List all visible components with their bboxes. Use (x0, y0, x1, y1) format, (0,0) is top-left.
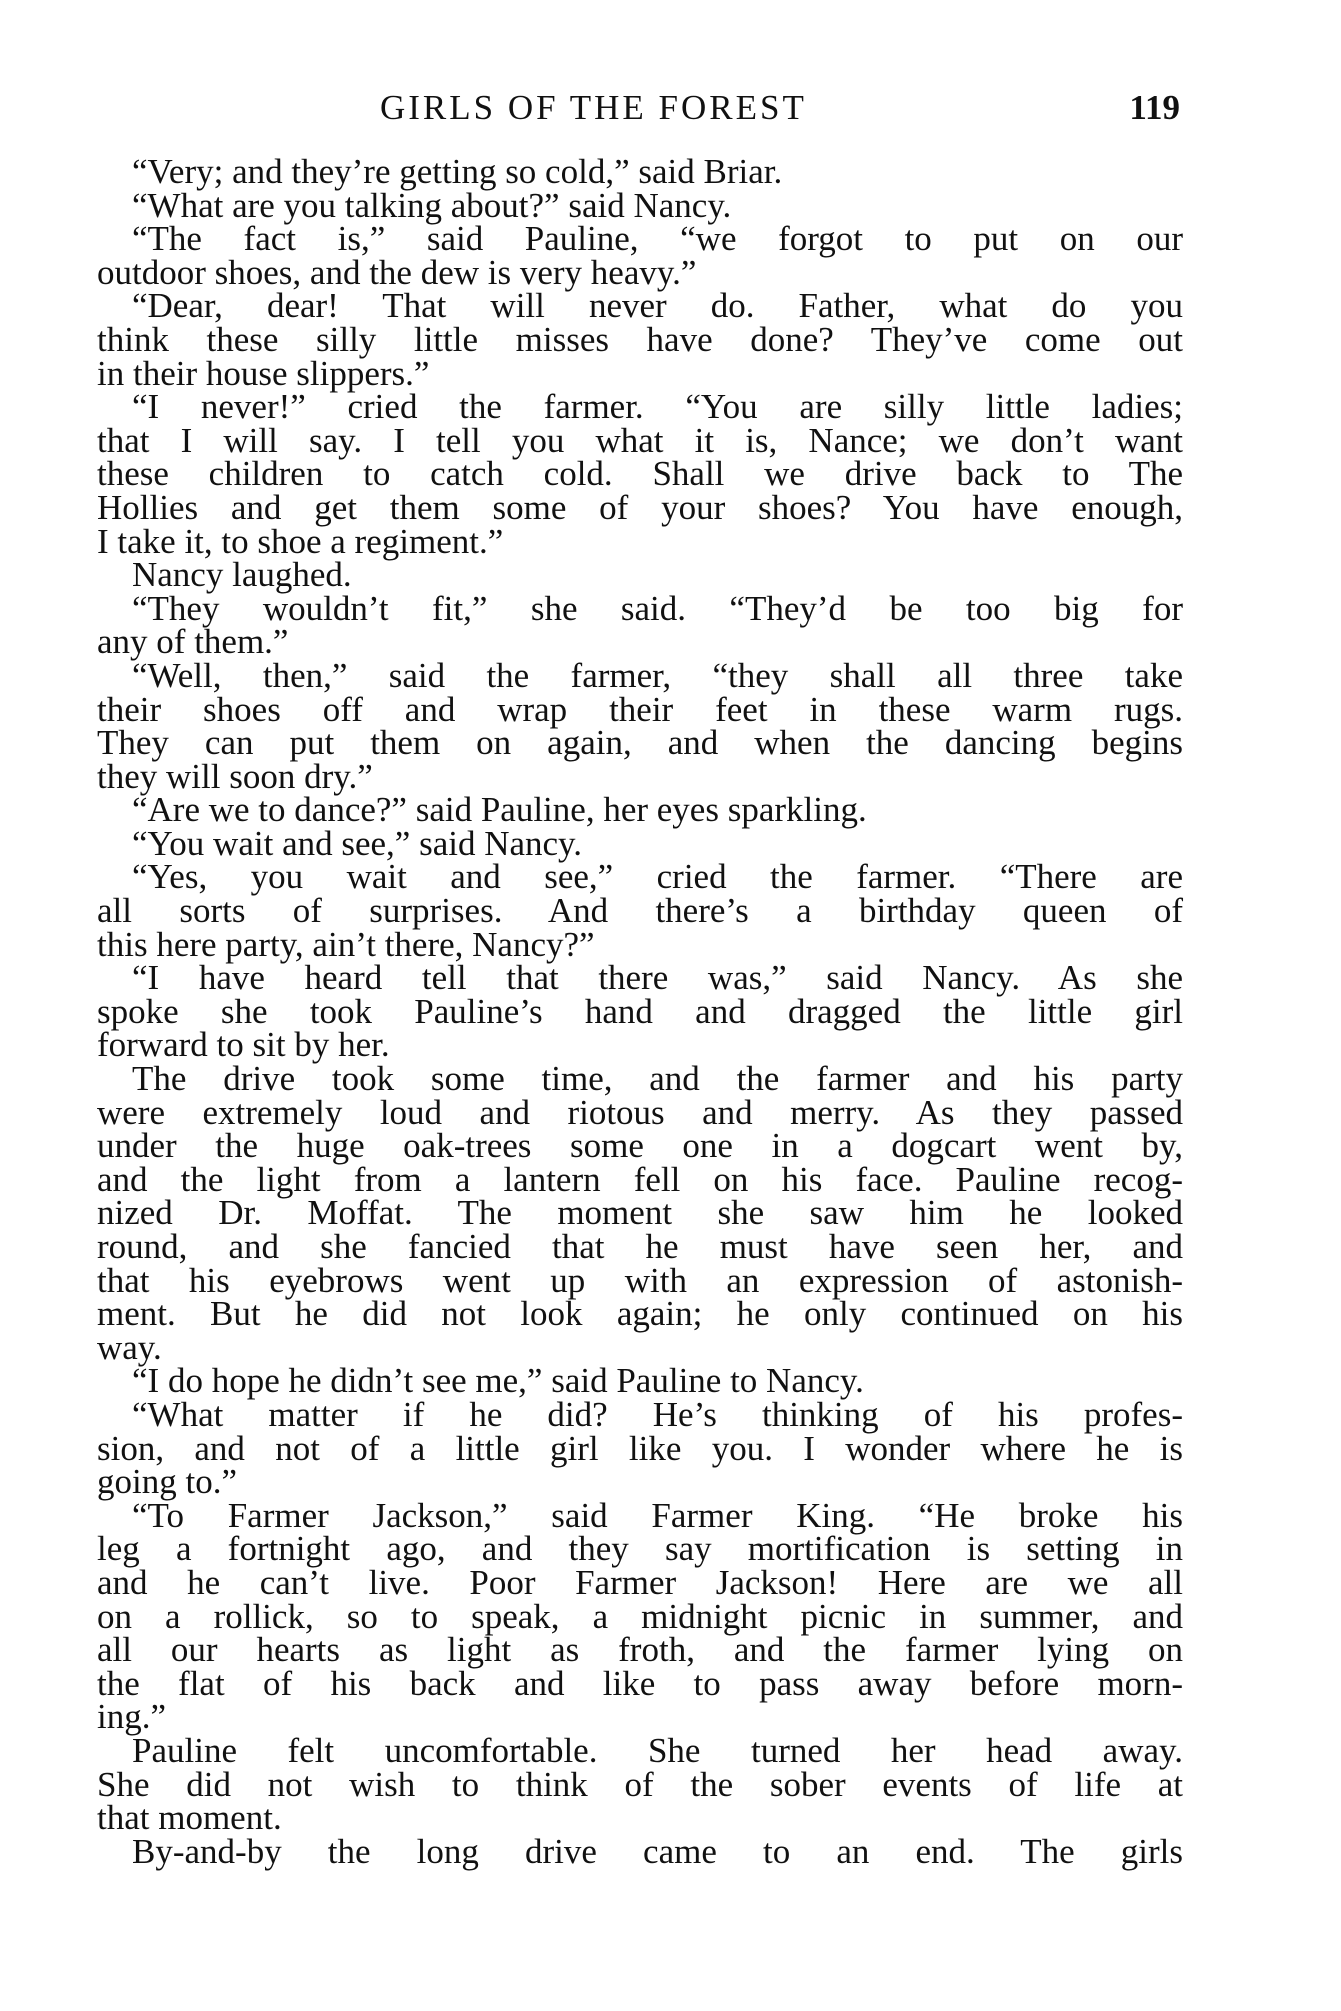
running-title: GIRLS OF THE FOREST (380, 88, 807, 127)
text-line: “Yes, you wait and see,” cried the farmer. “There are (132, 857, 1183, 897)
text-line: I take it, to shoe a regiment.” (97, 521, 504, 561)
text-line: She did not wish to think of the sober events of life at (97, 1764, 1183, 1804)
text-line: “I never!” cried the farmer. “You are silly little ladies; (132, 387, 1183, 427)
text-line: Nancy laughed. (132, 555, 352, 595)
text-line: Hollies and get them some of your shoes? You have enough, (97, 487, 1183, 527)
text-line: think these silly little misses have done? They’ve come out (97, 319, 1183, 359)
text-line: all sorts of surprises. And there’s a birthday queen of (97, 891, 1183, 931)
text-line: “You wait and see,” said Nancy. (132, 823, 583, 863)
page-number: 119 (1129, 88, 1180, 127)
text-line: any of them.” (97, 622, 289, 662)
text-line: They can put them on again, and when the dancing begins (97, 723, 1183, 763)
text-line: “I have heard tell that there was,” said Nancy. As she (132, 958, 1183, 998)
text-line: nized Dr. Moffat. The moment she saw him he looked (97, 1193, 1183, 1233)
text-line: “I do hope he didn’t see me,” said Pauline to Nancy. (132, 1361, 864, 1401)
text-line: leg a fortnight ago, and they say mortification is setting in (97, 1529, 1183, 1569)
text-line: their shoes off and wrap their feet in these warm rugs. (97, 689, 1183, 729)
text-line: “Are we to dance?” said Pauline, her eyes sparkling. (132, 790, 867, 830)
text-line: outdoor shoes, and the dew is very heavy.” (97, 252, 697, 292)
text-line: By-and-by the long drive came to an end. The girls (132, 1831, 1183, 1871)
text-line: “What matter if he did? He’s thinking of his profes- (132, 1394, 1183, 1434)
text-line: round, and she fancied that he must have seen her, and (97, 1227, 1183, 1266)
text-line: “Dear, dear! That will never do. Father, what do you (132, 286, 1183, 326)
text-line: sion, and not of a little girl like you. I wonder where he is (97, 1428, 1183, 1468)
text-line: “To Farmer Jackson,” said Farmer King. “He broke his (132, 1495, 1183, 1535)
text-line: “The fact is,” said Pauline, “we forgot to put on our (132, 219, 1183, 259)
text-line: in their house slippers.” (97, 353, 430, 393)
text-line: that moment. (97, 1798, 282, 1838)
text-line: Pauline felt uncomfortable. She turned her head away. (132, 1730, 1183, 1770)
text-line: going to.” (97, 1462, 237, 1502)
text-line: that I will say. I tell you what it is, Nance; we don’t want (97, 420, 1183, 460)
text-line: all our hearts as light as froth, and the farmer lying on (97, 1630, 1183, 1670)
text-line: that his eyebrows went up with an expression of astonish- (97, 1260, 1183, 1300)
text-line: ing.” (97, 1697, 167, 1737)
text-line: spoke she took Pauline’s hand and dragged the little girl (97, 991, 1183, 1031)
text-line: way. (97, 1327, 162, 1367)
text-line: and he can’t live. Poor Farmer Jackson! Here are we all (97, 1562, 1183, 1602)
text-line: The drive took some time, and the farmer and his party (132, 1059, 1183, 1099)
text-line: forward to sit by her. (97, 1025, 390, 1065)
text-line: on a rollick, so to speak, a midnight picnic in summer, and (97, 1596, 1183, 1636)
text-line: “What are you talking about?” said Nancy. (132, 185, 732, 225)
page-header (380, 88, 1180, 138)
text-line: these children to catch cold. Shall we drive back to The (97, 454, 1183, 494)
text-line: and the light from a lantern fell on his face. Pauline recog- (97, 1159, 1183, 1199)
text-line: this here party, ain’t there, Nancy?” (97, 924, 595, 964)
text-line: the flat of his back and like to pass away before morn- (97, 1663, 1183, 1703)
text-line: under the huge oak-trees some one in a dogcart went by, (97, 1126, 1183, 1166)
body-text (97, 152, 1183, 1871)
text-line: they will soon dry.” (97, 756, 373, 796)
text-line: were extremely loud and riotous and merry. As they passed (97, 1092, 1183, 1132)
text-line: “Very; and they’re getting so cold,” said Briar. (132, 152, 783, 191)
text-line: “Well, then,” said the farmer, “they shall all three take (132, 655, 1183, 695)
text-line: ment. But he did not look again; he only continued on his (97, 1294, 1183, 1334)
text-line: “They wouldn’t fit,” she said. “They’d be too big for (132, 588, 1183, 628)
